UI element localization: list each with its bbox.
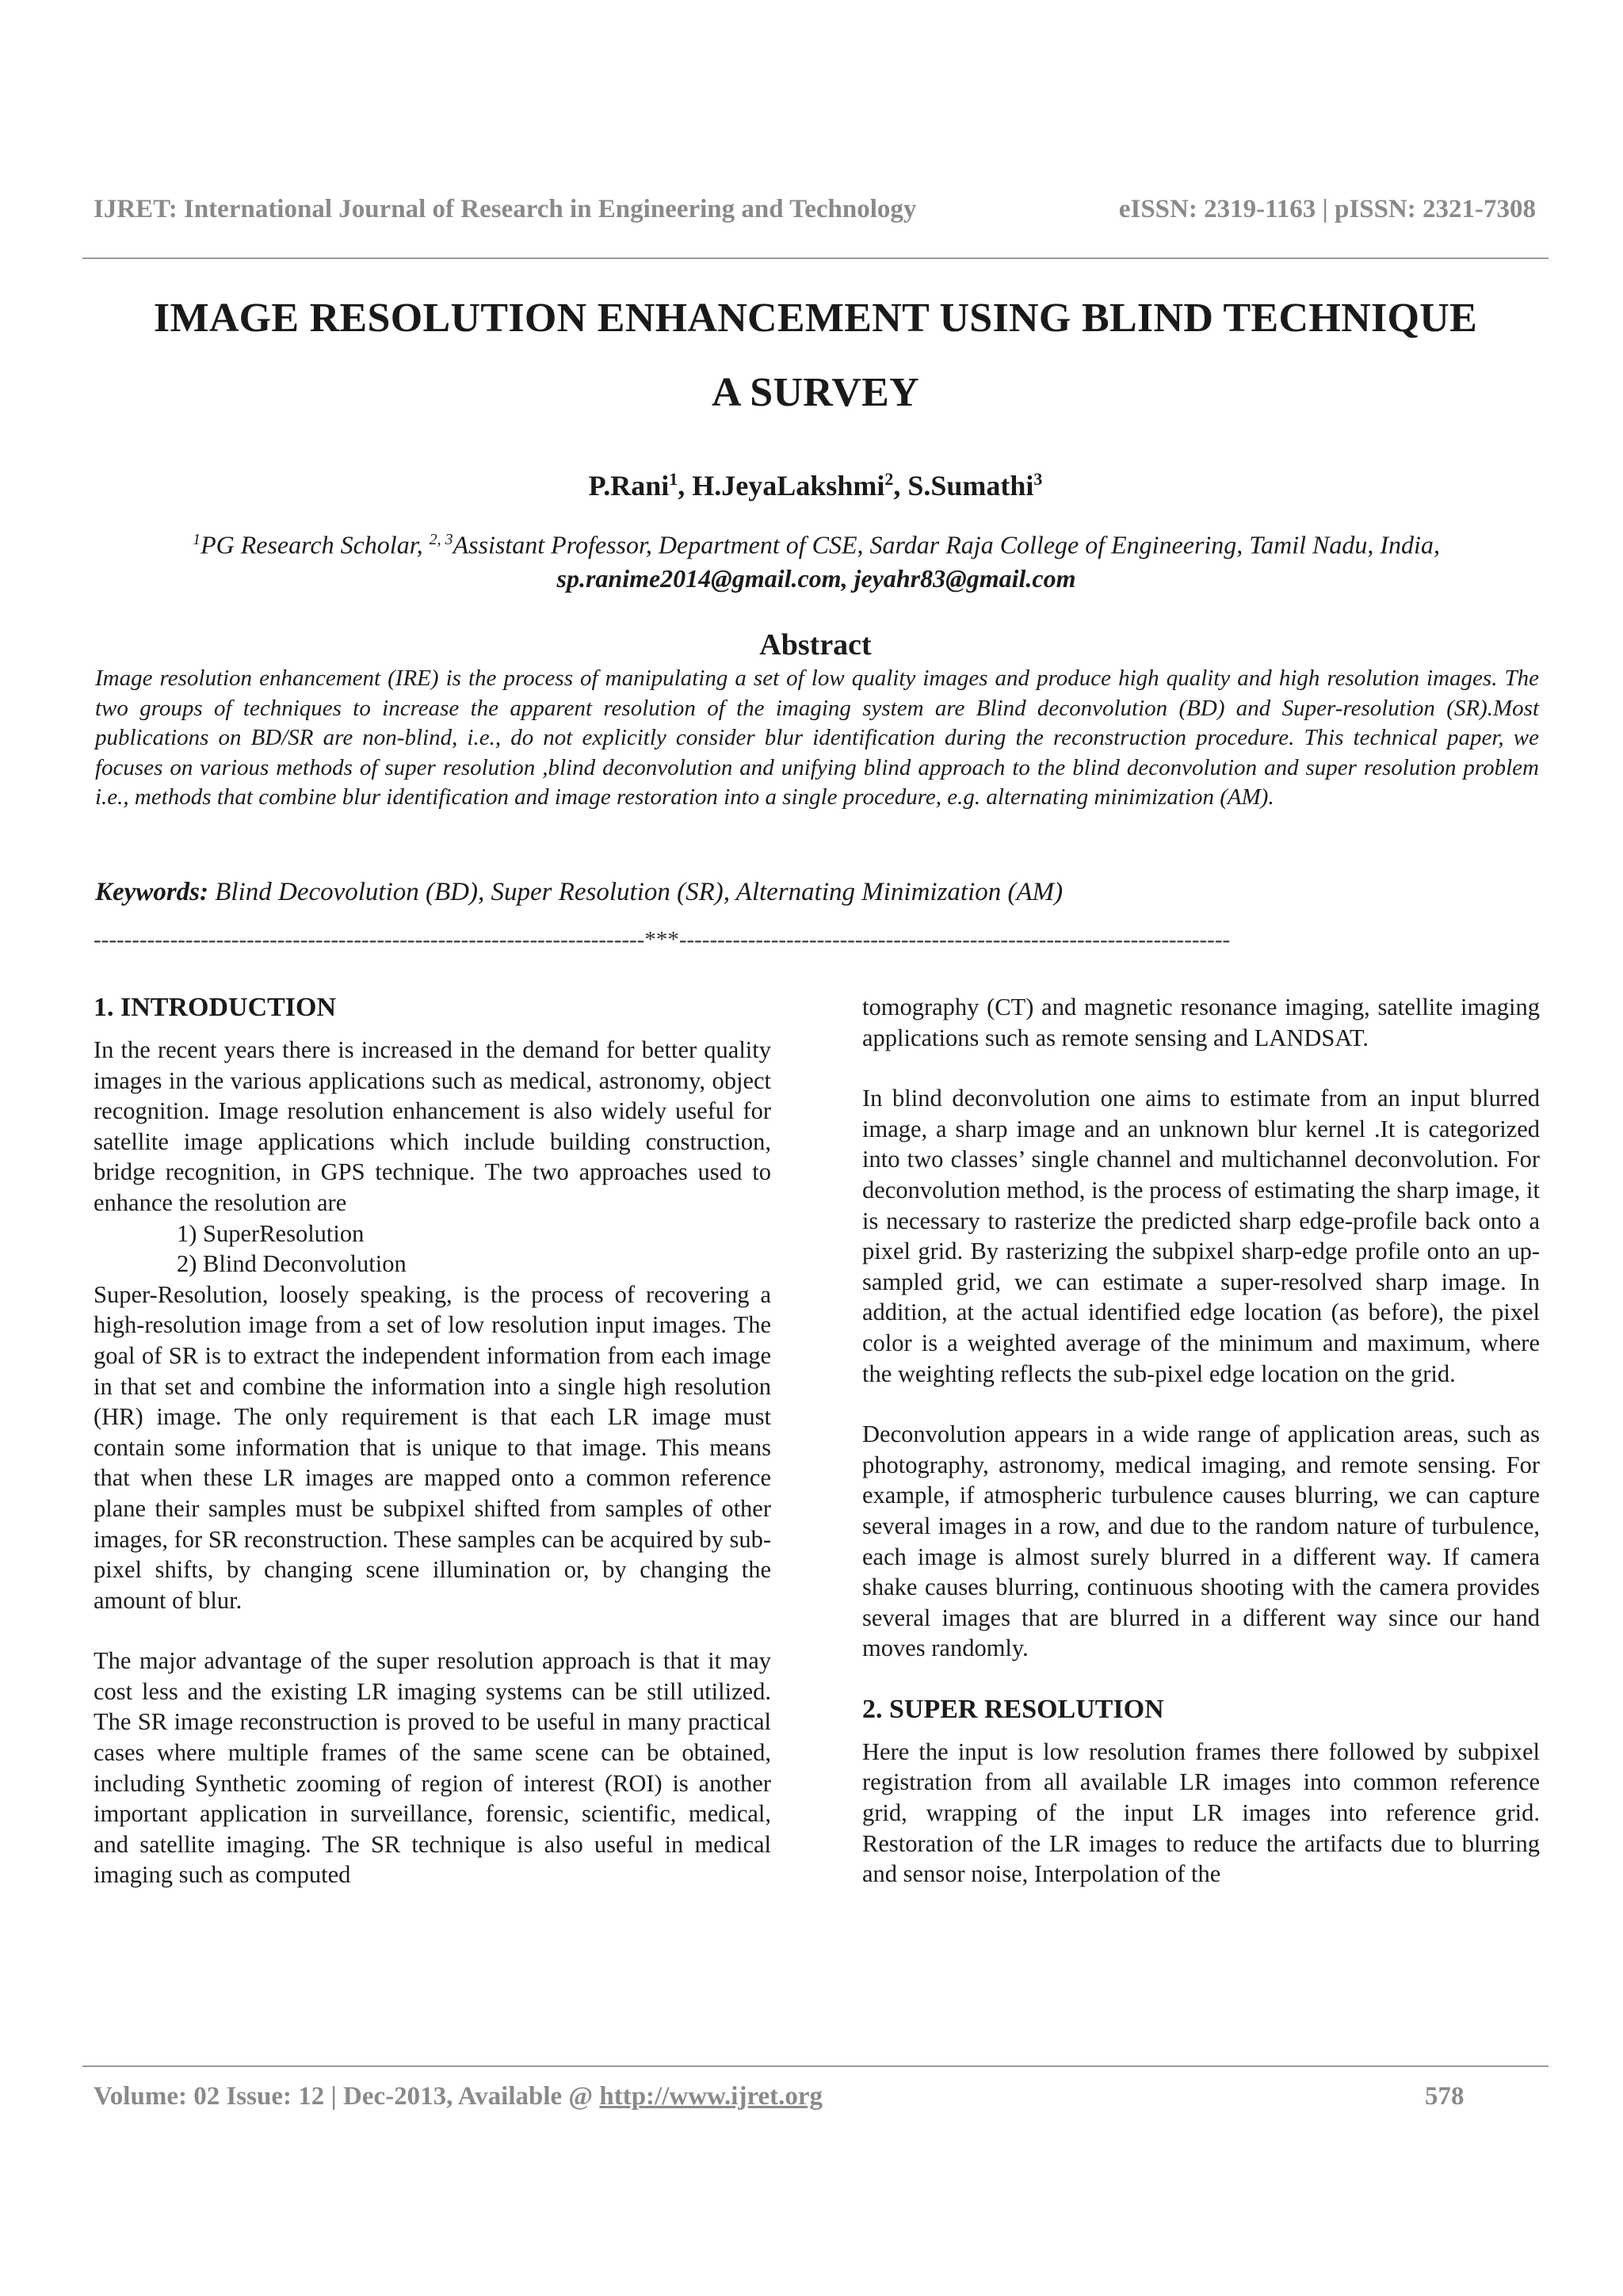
footer-volume: Volume: 02 Issue: 12 | Dec-2013, Available @	[94, 2082, 600, 2111]
paragraph: Deconvolution appears in a wide range of application areas, such as photography, astronomy, medical imaging, and remote sensing. For example, if atmospheric turbulence causes blurring, we can capture several images in a row, and due to the random nature of turbulence, each image is almost surely blurred in a different way. If camera shake causes blurring, continuous shooting with the camera provides several images that are blurred in a different way since our hand moves randomly.	[862, 1421, 1540, 1662]
approach-list	[94, 1219, 771, 1280]
abstract-body: Image resolution enhancement (IRE) is the process of manipulating a set of low quality images and produce high quality and high resolution images. The two groups of techniques to increase the apparent resolution of the imaging system are Blind deconvolution (BD) and Super-resolution (SR).Most publications on BD/SR are non-blind, i.e., do not explicitly consider blur identification during the reconstruction procedure. This technical paper, we focuses on various methods of super resolution ,blind deconvolution and unifying blind approach to the blind deconvolution and super resolution problem i.e., methods that combine blur identification and image restoration into a single procedure, e.g. alternating minimization (AM).	[95, 666, 1539, 810]
journal-name: IJRET: International Journal of Research in Engineering and Technology	[94, 195, 917, 223]
page-number: 578	[1425, 2082, 1465, 2111]
journal-link[interactable]: http://www.ijret.org	[599, 2082, 823, 2111]
right-column	[862, 992, 1540, 1890]
affiliation	[103, 523, 1529, 595]
author-emails: sp.ranime2014@gmail.com, jeyahr83@gmail.com	[556, 563, 1076, 593]
section-heading-introduction: 1. INTRODUCTION	[94, 993, 337, 1022]
author-sep: ,	[678, 470, 693, 502]
affil-sup: 2, 3	[429, 531, 453, 548]
page-footer	[94, 2082, 1520, 2111]
author-sup: 2	[884, 469, 894, 489]
author-name: P.Rani	[588, 470, 670, 502]
journal-header	[94, 195, 1536, 224]
keywords	[95, 878, 1539, 907]
paper-title-line-1: IMAGE RESOLUTION ENHANCEMENT USING BLIND TECHNIQUE	[153, 296, 1478, 341]
section-heading-super-resolution: 2. SUPER RESOLUTION	[862, 1694, 1164, 1724]
affil-text: PG Research Scholar,	[200, 530, 430, 559]
author-sup: 3	[1033, 469, 1043, 489]
keywords-label: Keywords:	[95, 878, 208, 906]
header-rule	[82, 257, 1549, 259]
paper-title-line-2: A SURVEY	[711, 370, 920, 415]
author-name: S.Sumathi	[907, 470, 1034, 502]
author-list	[82, 469, 1549, 502]
abstract-heading: Abstract	[759, 628, 872, 662]
affil-text: Assistant Professor, Department of CSE, Sardar Raja College of Engineering, Tamil Nadu, India,	[453, 530, 1440, 559]
paragraph: In blind deconvolution one aims to estimate from an input blurred image, a sharp image and an unknown blur kernel .It is categorized into two classes’ single channel and multichannel deconvolution. For deconvolution method, is the process of estimating the sharp image, it is necessary to rasterize the predicted sharp edge-profile back onto a pixel grid. By rasterizing the subpixel sharp-edge profile onto an up-sampled grid, we can estimate a super-resolved sharp image. In addition, at the actual identified edge location (as before), the pixel color is a weighted average of the minimum and maximum, where the weighting reflects the sub-pixel edge location on the grid.	[862, 1085, 1540, 1387]
paragraph: tomography (CT) and magnetic resonance imaging, satellite imaging applications such as remote sensing and LANDSAT.	[862, 994, 1540, 1051]
keywords-text: Blind Decovolution (BD), Super Resolution (SR), Alternating Minimization (AM)	[208, 878, 1064, 906]
left-column	[94, 992, 771, 1890]
journal-issn: eISSN: 2319-1163 | pISSN: 2321-7308	[1118, 195, 1536, 223]
author-name: H.JeyaLakshmi	[692, 470, 885, 502]
author-sep: ,	[893, 470, 908, 502]
author-sup: 1	[669, 469, 678, 489]
section-separator: ------------------------------------------------------------------------***------------------------------------------------------------------------	[94, 927, 1231, 952]
affil-sup: 1	[193, 531, 201, 548]
list-item: 2) Blind Deconvolution	[177, 1250, 407, 1278]
footer-rule	[82, 2065, 1549, 2067]
paragraph: Super-Resolution, loosely speaking, is the process of recovering a high-resolution image from a set of low resolution input images. The goal of SR is to extract the independent information from each image in that set and combine the information into a single high resolution (HR) image. The only requirement is that each LR image must contain some information that is unique to that image. This means that when these LR images are mapped onto a common reference plane their samples must be subpixel shifted from samples of other images, for SR reconstruction. These samples can be acquired by sub-pixel shifts, by changing scene illumination or, by changing the amount of blur.	[94, 1280, 771, 1614]
paragraph: The major advantage of the super resolution approach is that it may cost less and the existing LR imaging systems can be still utilized. The SR image reconstruction is proved to be useful in many practical cases where multiple frames of the same scene can be obtained, including Synthetic zooming of region of interest (ROI) is another important application in surveillance, forensic, scientific, medical, and satellite imaging. The SR technique is also useful in medical imaging such as computed	[94, 1647, 771, 1889]
paragraph: Here the input is low resolution frames there followed by subpixel registration from all available LR images into common reference grid, wrapping of the input LR images into reference grid. Restoration of the LR images to reduce the artifacts due to blurring and sensor noise, Interpolation of the	[862, 1737, 1540, 1888]
paragraph: In the recent years there is increased in the demand for better quality images in the various applications such as medical, astronomy, object recognition. Image resolution enhancement is also widely useful for satellite image applications which include building construction, bridge recognition, in GPS technique. The two approaches used to enhance the resolution are	[94, 1036, 771, 1216]
list-item: 1) SuperResolution	[177, 1219, 365, 1247]
